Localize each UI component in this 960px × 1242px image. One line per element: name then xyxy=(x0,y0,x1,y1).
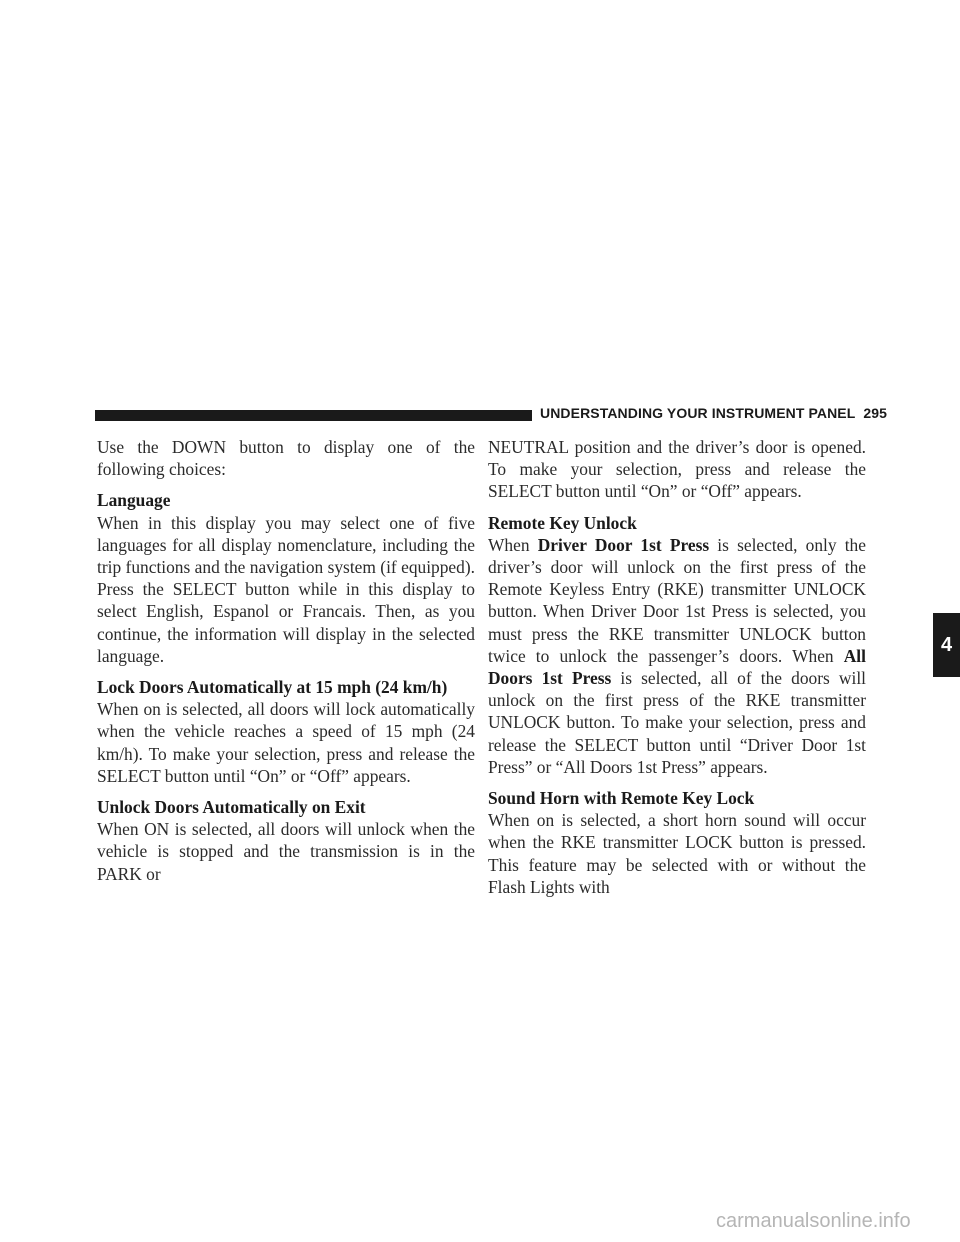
intro-paragraph: Use the DOWN button to display one of the following choices: xyxy=(97,437,475,480)
unlock-doors-continued: NEUTRAL position and the driver’s door is opened. To make your selection, press and release the SELECT button until “On” or “Off” appears. xyxy=(488,437,866,502)
remote-key-unlock-heading: Remote Key Unlock xyxy=(488,512,637,533)
unlock-doors-heading: Unlock Doors Automatically on Exit xyxy=(97,797,366,818)
sound-horn-paragraph: When on is selected, a short horn sound will occur when the RKE transmitter LOCK button is pressed. This feature may be selected with or without the Flash Lights with xyxy=(488,810,866,897)
section-title: UNDERSTANDING YOUR INSTRUMENT PANEL xyxy=(540,405,856,421)
remote-text-1: When xyxy=(488,534,530,555)
remote-key-unlock-paragraph xyxy=(488,534,866,778)
page-number: 295 xyxy=(863,405,888,421)
all-doors-term: All Doors 1st Press xyxy=(488,645,866,689)
sound-horn-heading: Sound Horn with Remote Key Lock xyxy=(488,788,755,809)
watermark: carmanualsonline.info xyxy=(716,1210,911,1232)
left-column xyxy=(97,436,475,894)
driver-door-term: Driver Door 1st Press xyxy=(537,534,710,555)
language-heading: Language xyxy=(97,490,171,511)
header-bar xyxy=(95,410,532,421)
remote-text-3: is selected, all of the doors will unlock on the first press of the RKE transmitter UNLOCK button. To make your selection, press and release the SELECT button until “Driver Door 1st Press” or “All Doors 1st Press” appears. xyxy=(488,668,866,777)
language-paragraph: When in this display you may select one of five languages for all display nomenclature, including the trip functions and the navigation system (if equipped). Press the SELECT button while in this display to select English, Espanol or Francais. Then, as you continue, the information will display in the selected language. xyxy=(97,512,475,666)
lock-doors-paragraph: When on is selected, all doors will lock automatically when the vehicle reaches a speed of 15 mph (24 km/h). To make your selection, press and release the SELECT button until “On” or “Off” appears. xyxy=(97,699,475,786)
remote-text-2: is selected, only the driver’s door will unlock on the first press of the Remote Keyless Entry (RKE) transmitter UNLOCK button. When Driver Door 1st Press is selected, you must press the RKE transmitter UNLOCK button twice to unlock the passenger’s doors. When xyxy=(488,534,866,666)
chapter-tab: 4 xyxy=(933,613,960,677)
lock-doors-heading: Lock Doors Automatically at 15 mph (24 km/h) xyxy=(97,677,448,698)
unlock-doors-paragraph: When ON is selected, all doors will unlock when the vehicle is stopped and the transmission is in the PARK or xyxy=(97,819,475,884)
page-header xyxy=(540,405,887,421)
right-column xyxy=(488,436,866,907)
